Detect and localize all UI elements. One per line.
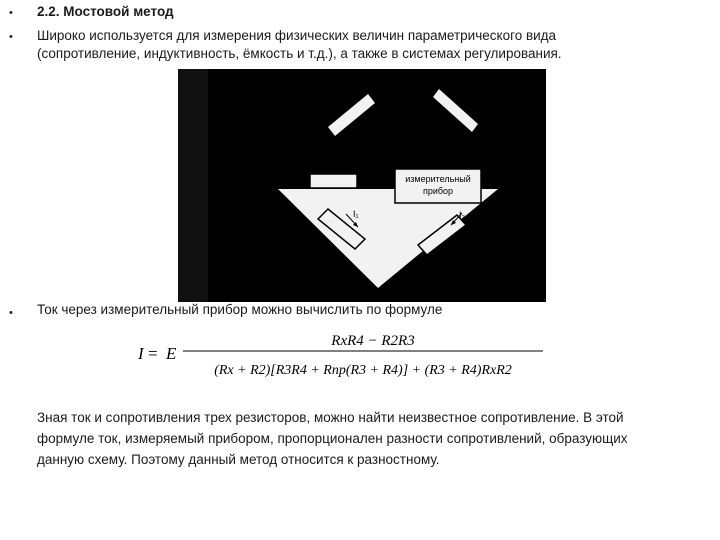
meter-label-line2: прибор bbox=[422, 186, 454, 196]
bullet-marker: • bbox=[9, 31, 13, 43]
formula-emf: E bbox=[166, 344, 177, 363]
section-heading: 2.2. Мостовой метод bbox=[37, 4, 174, 19]
conclusion-line-1: Зная ток и сопротивления трех резисторов, можно найти неизвестное сопротивление. В этой bbox=[37, 410, 624, 425]
resistor-middle bbox=[310, 174, 357, 188]
formula-equals: = bbox=[148, 344, 158, 363]
bullet-marker: • bbox=[9, 7, 13, 19]
intro-line-1: Широко используется для измерения физических величин параметрического вида bbox=[37, 28, 557, 43]
conclusion-line-2: формуле ток, измеряемый прибором, пропорционален разности сопротивлений, образующих bbox=[37, 431, 628, 446]
formula-intro: Ток через измерительный прибор можно вычислить по формуле bbox=[37, 302, 443, 317]
conclusion-paragraph bbox=[37, 407, 697, 470]
conclusion-line-3: данную схему. Поэтому данный метод относится к разностному. bbox=[37, 452, 440, 467]
formula-lhs: I bbox=[138, 344, 144, 363]
bridge-current-formula bbox=[138, 326, 558, 382]
bullet-marker: • bbox=[9, 307, 13, 319]
current-label-right: I₂ bbox=[459, 210, 465, 220]
current-label-left: I₁ bbox=[353, 209, 359, 219]
intro-line-2: (сопротивление, индуктивность, ёмкость и т.д.), а также в системах регулирования. bbox=[37, 46, 562, 61]
meter-label-line1: измерительный bbox=[405, 174, 471, 184]
diagram-left-edge bbox=[178, 69, 208, 302]
bridge-circuit-diagram bbox=[178, 69, 546, 302]
formula-numerator: RxR4 − R2R3 bbox=[331, 333, 415, 349]
formula-denominator: (Rx + R2)[R3R4 + Rпр(R3 + R4)] + (R3 + R4)RxR2 bbox=[214, 363, 512, 378]
